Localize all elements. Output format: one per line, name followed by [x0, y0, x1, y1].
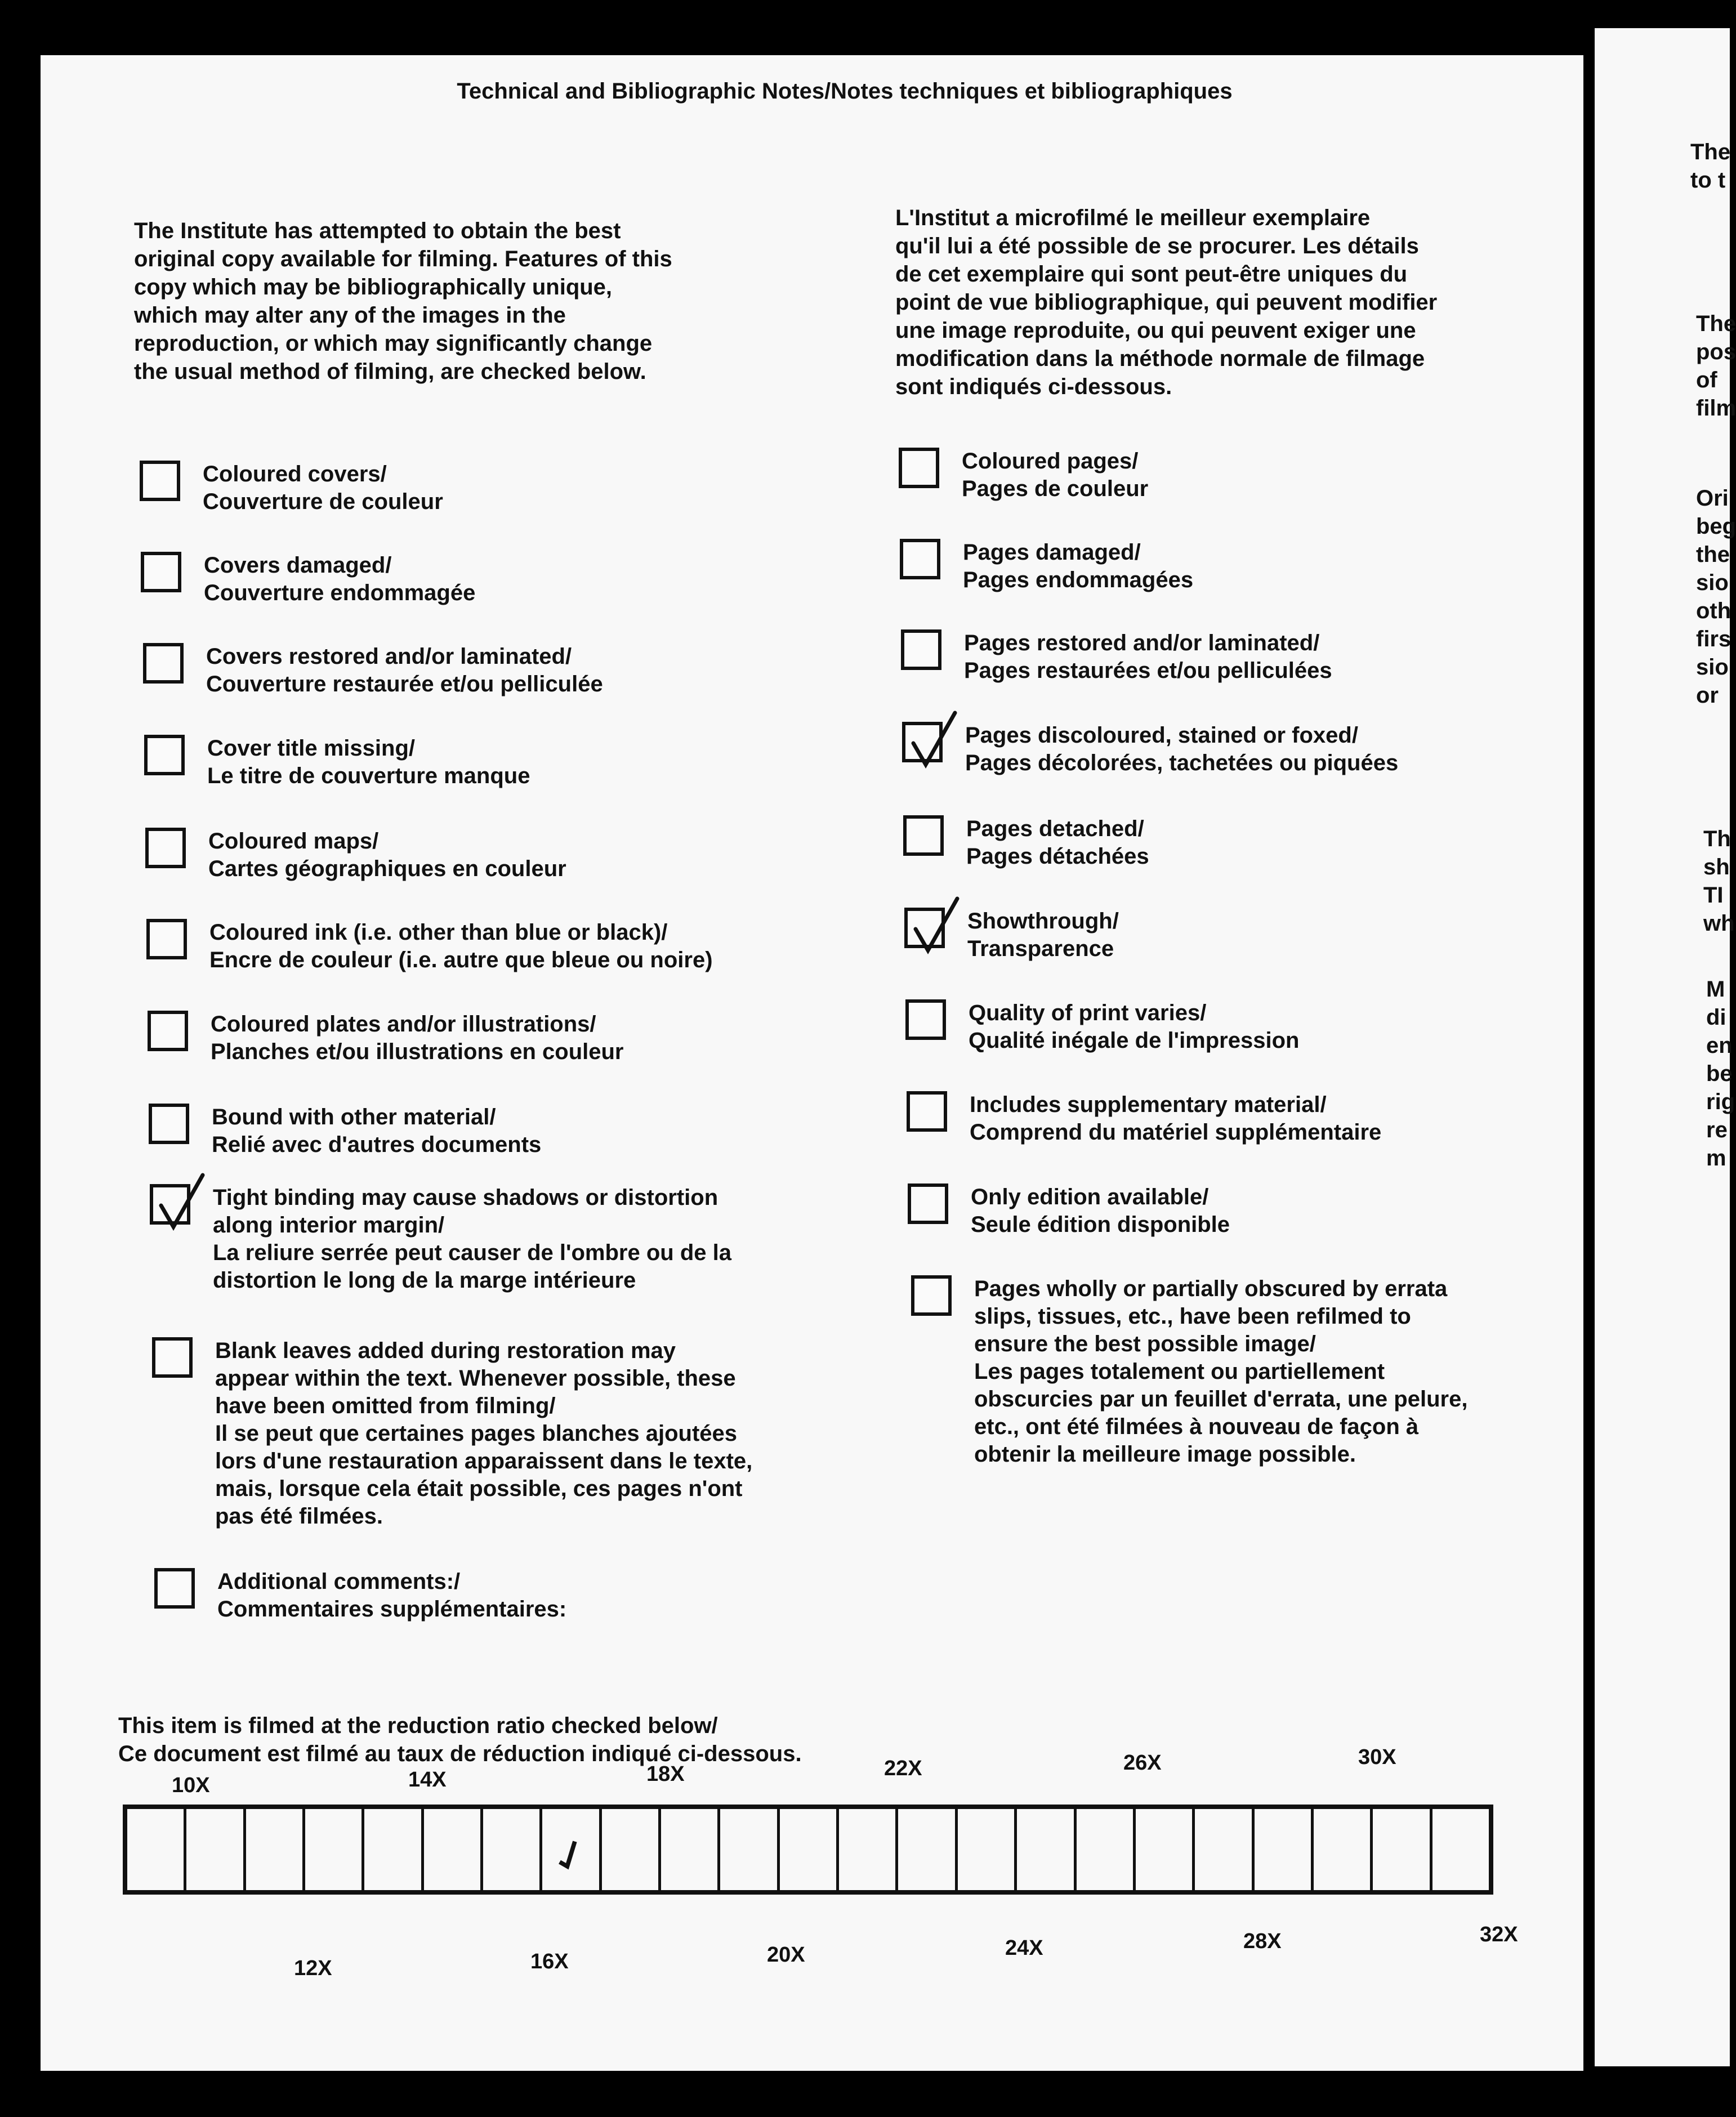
label-line: Relié avec d'autres documents	[212, 1132, 542, 1157]
checkbox[interactable]	[143, 643, 184, 684]
ratio-cell[interactable]	[1255, 1809, 1314, 1890]
left-item	[140, 461, 443, 516]
label-line: Coloured pages/	[962, 449, 1139, 474]
left-item	[152, 1337, 752, 1530]
adjacent-page-fragment: sh	[1703, 855, 1730, 879]
right-item	[907, 1091, 1381, 1146]
label-line: Les pages totalement ou partiellement	[974, 1359, 1385, 1384]
label-line: Pages décolorées, tachetées ou piquées	[965, 751, 1399, 775]
item-label	[970, 1091, 1381, 1146]
reduction-ratio-text	[118, 1712, 802, 1768]
right-item	[905, 999, 1299, 1055]
left-item	[148, 1011, 624, 1066]
adjacent-page-fragment: to t	[1690, 168, 1726, 193]
label-line: Encre de couleur (i.e. autre que bleue ou noire)	[209, 948, 713, 972]
ratio-label-bottom: 20X	[767, 1943, 805, 1967]
label-line: Additional comments:/	[217, 1569, 461, 1594]
checkbox[interactable]	[907, 1091, 947, 1132]
checkbox[interactable]	[148, 1011, 188, 1051]
ratio-label-bottom: 12X	[294, 1957, 332, 1980]
label-line: Pages de couleur	[962, 476, 1149, 501]
adjacent-page-fragment: wh	[1703, 911, 1735, 936]
checkbox[interactable]	[152, 1337, 193, 1378]
adjacent-page-fragment: be	[1706, 1061, 1733, 1086]
left-item	[145, 828, 566, 883]
ratio-cell[interactable]	[1195, 1809, 1254, 1890]
checkbox[interactable]	[905, 999, 946, 1040]
right-item	[899, 448, 1148, 503]
checkbox[interactable]	[911, 1275, 952, 1316]
ratio-cell[interactable]	[1077, 1809, 1136, 1890]
intro-french: L'Institut a microfilmé le meilleur exemplaire qu'il lui a été possible de se procurer. Les détails de cet exemplaire qui sont peut-être uniques du point de vue bibliographique, qui peuvent modifier une image reproduite, ou qui peuvent exiger une modification dans la méthode normale de filmage sont indiqués ci-dessous.	[895, 206, 1438, 399]
ratio-label-bottom: 32X	[1480, 1923, 1518, 1946]
label-line: mais, lorsque cela était possible, ces pages n'ont	[215, 1476, 743, 1501]
adjacent-page-fragment: en	[1706, 1033, 1733, 1058]
ratio-cell[interactable]	[1432, 1809, 1489, 1890]
label-line: Includes supplementary material/	[970, 1092, 1327, 1117]
adjacent-page-fragment: oth	[1696, 599, 1731, 623]
label-line: Cartes géographiques en couleur	[208, 856, 566, 881]
ratio-cell[interactable]	[483, 1809, 542, 1890]
label-line: La reliure serrée peut causer de l'ombre ou de la	[213, 1240, 731, 1265]
checkmark-icon	[542, 1809, 599, 1890]
label-line: Qualité inégale de l'impression	[969, 1028, 1300, 1053]
ratio-cell[interactable]	[424, 1809, 483, 1890]
label-line: ensure the best possible image/	[974, 1332, 1316, 1356]
ratio-cell[interactable]	[898, 1809, 957, 1890]
ratio-label-top: 26X	[1123, 1751, 1162, 1775]
label-line: appear within the text. Whenever possible, these	[215, 1366, 736, 1391]
checkbox[interactable]	[141, 552, 181, 592]
ratio-cell[interactable]	[661, 1809, 720, 1890]
left-item	[143, 643, 603, 698]
left-item	[146, 919, 713, 974]
reduction-ratio-grid	[123, 1805, 1493, 1895]
item-label	[213, 1184, 731, 1294]
ratio-label-top: 14X	[408, 1768, 447, 1792]
label-line: Planches et/ou illustrations en couleur	[211, 1039, 624, 1064]
adjacent-page-fragment: re	[1706, 1118, 1728, 1142]
adjacent-page-fragment: the	[1696, 542, 1730, 567]
ratio-label-top: 18X	[646, 1762, 685, 1786]
checkbox[interactable]	[904, 908, 945, 948]
ratio-label-bottom: 28X	[1243, 1930, 1282, 1953]
ratio-cell[interactable]	[1373, 1809, 1432, 1890]
label-line: obscurcies par un feuillet d'errata, une pelure,	[974, 1387, 1468, 1412]
label-line: Seule édition disponible	[971, 1212, 1230, 1237]
checkmark-icon	[908, 894, 958, 956]
label-line: Coloured ink (i.e. other than blue or black)/	[209, 920, 668, 945]
adjacent-page-fragment: sio	[1696, 570, 1729, 595]
label-line: Commentaires supplémentaires:	[217, 1597, 567, 1622]
label-line: Pages restored and/or laminated/	[964, 631, 1320, 655]
label-line: etc., ont été filmées à nouveau de façon à	[974, 1414, 1419, 1439]
left-item	[149, 1104, 541, 1159]
ratio-cell[interactable]	[602, 1809, 661, 1890]
adjacent-page-fragment: Ori	[1696, 486, 1729, 511]
right-item	[902, 722, 1398, 777]
ratio-cell[interactable]	[364, 1809, 423, 1890]
left-item	[154, 1568, 566, 1623]
label-line: Coloured covers/	[203, 462, 387, 486]
adjacent-page-fragment: M	[1706, 977, 1725, 1002]
ratio-cell[interactable]	[780, 1809, 839, 1890]
ratio-cell[interactable]	[1136, 1809, 1195, 1890]
adjacent-page-fragment: of	[1696, 368, 1717, 392]
label-line: Le titre de couverture manque	[207, 763, 530, 788]
left-item	[144, 735, 530, 790]
ratio-cell[interactable]	[1314, 1809, 1373, 1890]
item-label	[204, 552, 475, 607]
item-label	[963, 539, 1193, 594]
item-label	[969, 999, 1299, 1055]
item-label	[211, 1011, 624, 1066]
label-line: Comprend du matériel supplémentaire	[970, 1120, 1382, 1145]
label-line: Coloured maps/	[208, 829, 379, 854]
label-line: Couverture endommagée	[204, 580, 476, 605]
checkbox[interactable]	[903, 815, 944, 856]
item-label	[965, 722, 1398, 777]
reduction-ratio-english: This item is filmed at the reduction ratio checked below/	[118, 1713, 718, 1738]
item-label	[964, 629, 1332, 685]
label-line: Transparence	[967, 936, 1114, 961]
checkbox[interactable]	[154, 1568, 195, 1609]
label-line: Pages damaged/	[963, 540, 1141, 565]
checkbox[interactable]	[902, 722, 943, 762]
label-line: Covers restored and/or laminated/	[206, 644, 572, 669]
right-item	[908, 1183, 1230, 1239]
label-line: Coloured plates and/or illustrations/	[211, 1012, 596, 1037]
adjacent-page-fragment: di	[1706, 1005, 1726, 1030]
ratio-cell[interactable]	[1017, 1809, 1076, 1890]
label-line: Il se peut que certaines pages blanches ajoutées	[215, 1421, 738, 1446]
label-line: Tight binding may cause shadows or distortion	[213, 1185, 719, 1210]
checkbox[interactable]	[908, 1183, 948, 1224]
right-item	[901, 629, 1332, 685]
ratio-cell[interactable]	[246, 1809, 305, 1890]
ratio-cell[interactable]	[127, 1809, 186, 1890]
adjacent-page-fragment: The	[1690, 140, 1731, 164]
adjacent-page-fragment: The	[1696, 311, 1736, 336]
ratio-label-bottom: 16X	[530, 1950, 569, 1973]
label-line: Cover title missing/	[207, 736, 415, 761]
ratio-cell[interactable]	[186, 1809, 246, 1890]
ratio-cell[interactable]	[720, 1809, 779, 1890]
label-line: Pages discoloured, stained or foxed/	[965, 723, 1358, 748]
checkbox[interactable]	[145, 828, 186, 868]
label-line: Blank leaves added during restoration may	[215, 1338, 676, 1363]
checkbox[interactable]	[901, 629, 941, 670]
label-line: Showthrough/	[967, 909, 1119, 934]
adjacent-page-fragment: sio	[1696, 655, 1729, 680]
ratio-label-top: 22X	[884, 1757, 922, 1780]
item-label	[967, 908, 1119, 963]
left-item	[141, 552, 475, 607]
item-label	[212, 1104, 541, 1159]
item-label	[207, 735, 530, 790]
adjacent-page-fragment: or	[1696, 683, 1719, 708]
checkbox[interactable]	[149, 1104, 189, 1144]
ratio-label-bottom: 24X	[1005, 1936, 1043, 1960]
label-line: Pages endommagées	[963, 568, 1194, 592]
label-line: have been omitted from filming/	[215, 1394, 556, 1418]
checkbox[interactable]	[144, 735, 185, 775]
label-line: Pages détachées	[966, 844, 1149, 869]
item-label	[966, 815, 1149, 870]
item-label	[208, 828, 566, 883]
ratio-cell[interactable]	[958, 1809, 1017, 1890]
item-label	[217, 1568, 566, 1623]
reduction-ratio-french: Ce document est filmé au taux de réduction indiqué ci-dessous.	[118, 1741, 802, 1766]
item-label	[971, 1183, 1230, 1239]
adjacent-page-fragment: firs	[1696, 627, 1731, 651]
checkbox[interactable]	[150, 1184, 190, 1225]
item-label	[974, 1275, 1467, 1468]
right-item	[900, 539, 1193, 594]
label-line: lors d'une restauration apparaissent dans le texte,	[215, 1449, 753, 1473]
label-line: distortion le long de la marge intérieure	[213, 1268, 636, 1293]
item-label	[962, 448, 1148, 503]
label-line: obtenir la meilleure image possible.	[974, 1442, 1356, 1467]
label-line: Couverture de couleur	[203, 489, 443, 514]
label-line: Covers damaged/	[204, 553, 392, 578]
intro-english: The Institute has attempted to obtain the best original copy available for filming. Features of this copy which may be bibliographically unique, which may alter any of the images in the reproduction, or which may significantly change the usual method of filming, are checked below.	[134, 218, 672, 384]
adjacent-page-fragment: Th	[1703, 827, 1731, 851]
checkbox[interactable]	[146, 919, 187, 959]
ratio-cell[interactable]	[839, 1809, 898, 1890]
adjacent-page-fragment: TI	[1703, 883, 1724, 908]
checkbox[interactable]	[900, 539, 940, 579]
ratio-cell[interactable]	[305, 1809, 364, 1890]
label-line: Bound with other material/	[212, 1105, 496, 1129]
label-line: Pages restaurées et/ou pelliculées	[964, 658, 1332, 683]
page-title: Technical and Bibliographic Notes/Notes techniques et bibliographiques	[457, 79, 1233, 104]
label-line: Pages detached/	[966, 816, 1144, 841]
checkmark-icon	[153, 1171, 204, 1232]
adjacent-page-fragment: m	[1706, 1146, 1726, 1171]
adjacent-page-fragment: beg	[1696, 514, 1736, 539]
label-line: along interior margin/	[213, 1213, 445, 1238]
checkmark-icon	[905, 708, 956, 770]
item-label	[206, 643, 603, 698]
right-item	[911, 1275, 1467, 1468]
ratio-cell[interactable]	[542, 1809, 601, 1890]
label-line: Pages wholly or partially obscured by errata	[974, 1276, 1448, 1301]
item-label	[209, 919, 713, 974]
adjacent-page-fragment: pos	[1696, 340, 1736, 364]
adjacent-page-fragment: film	[1696, 396, 1736, 421]
ratio-label-top: 10X	[172, 1774, 210, 1797]
checkbox[interactable]	[140, 461, 180, 501]
checkbox[interactable]	[899, 448, 939, 488]
adjacent-page-fragment: rig	[1706, 1089, 1735, 1114]
right-item	[903, 815, 1149, 870]
label-line: slips, tissues, etc., have been refilmed to	[974, 1304, 1411, 1329]
left-item	[150, 1184, 731, 1294]
label-line: Only edition available/	[971, 1185, 1209, 1209]
label-line: Quality of print varies/	[969, 1001, 1207, 1025]
label-line: Couverture restaurée et/ou pelliculée	[206, 672, 603, 696]
label-line: pas été filmées.	[215, 1504, 383, 1529]
item-label	[203, 461, 443, 516]
right-item	[904, 908, 1119, 963]
item-label	[215, 1337, 752, 1530]
ratio-label-top: 30X	[1358, 1745, 1396, 1769]
